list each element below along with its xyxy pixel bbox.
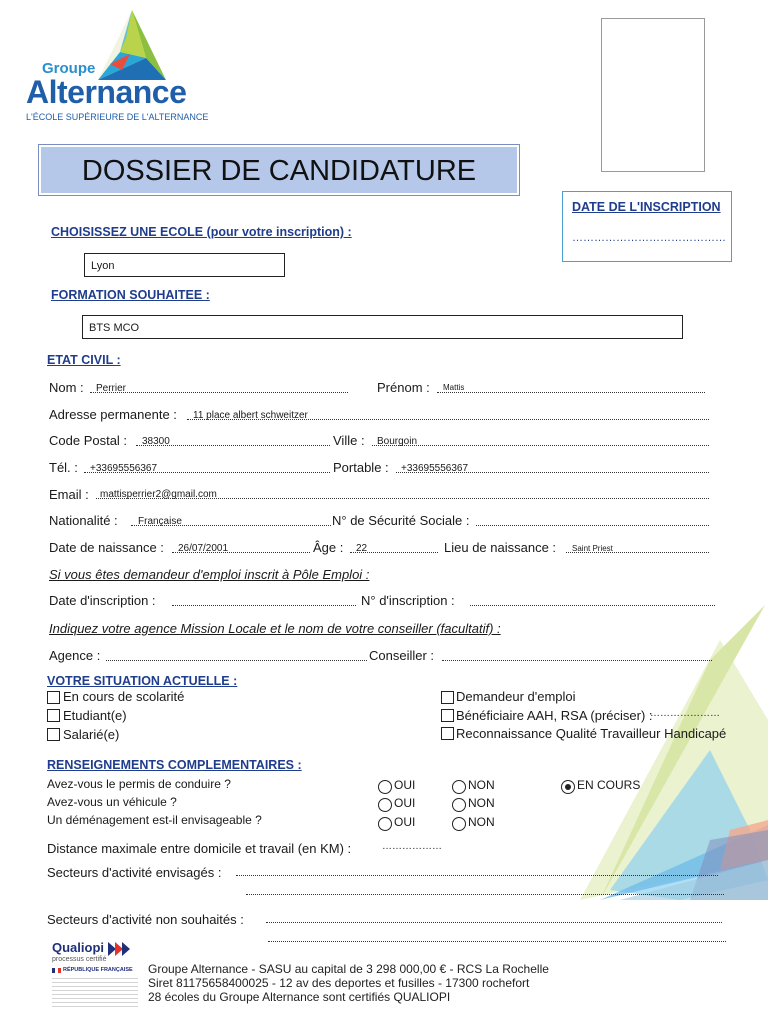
photo-box: [601, 18, 705, 172]
republique-flag-icon: [52, 968, 61, 973]
secteurs-non-field-2[interactable]: [268, 941, 726, 942]
logo-alternance: Alternance: [26, 74, 187, 110]
situation-label: VOTRE SITUATION ACTUELLE :: [47, 674, 238, 688]
etat-civil-label: ETAT CIVIL :: [47, 353, 121, 367]
age-value: 22: [356, 543, 368, 554]
checkbox-demandeur[interactable]: [441, 691, 454, 704]
qualiopi-title: Qualiopi: [52, 940, 104, 955]
footer-line-3: 28 écoles du Groupe Alternance sont certifiés QUALIOPI: [148, 990, 451, 1004]
decorative-triangles: [560, 600, 768, 1020]
num-inscription-field[interactable]: [470, 605, 715, 606]
footer-line-2: Siret 81175658400025 - 12 av des deportes et fusilles - 17300 rochefort: [148, 976, 530, 990]
adresse-value: 11 place albert schweitzer: [193, 410, 308, 421]
agence-label: Agence :: [49, 648, 101, 663]
demenagement-non-label: NON: [468, 815, 495, 829]
date-inscription-dots: ……………………………………: [572, 232, 726, 244]
nationalite-value: Française: [138, 516, 182, 527]
logo-groupe: Groupe: [42, 60, 96, 77]
naissance-value: 26/07/2001: [178, 543, 229, 554]
secteurs-label: Secteurs d'activité envisagés :: [47, 865, 222, 880]
permis-non-radio[interactable]: [452, 780, 466, 794]
distance-dots[interactable]: ………………: [382, 841, 442, 852]
permis-en-cours-radio[interactable]: [561, 780, 575, 794]
permis-en-cours-label: EN COURS: [577, 778, 641, 792]
date-inscription-box: [562, 191, 732, 262]
vehicule-label: Avez-vous un véhicule ?: [47, 795, 177, 809]
secu-label: N° de Sécurité Sociale :: [332, 513, 470, 528]
adresse-label: Adresse permanente :: [49, 407, 177, 422]
pole-emploi-label: Si vous êtes demandeur d'emploi inscrit à Pôle Emploi :: [49, 567, 370, 582]
demenagement-label: Un déménagement est-il envisageable ?: [47, 813, 262, 827]
num-inscription-label: N° d'inscription :: [361, 593, 455, 608]
nom-value: Perrier: [96, 383, 127, 394]
etudiant-label: Etudiant(e): [63, 708, 127, 723]
lieu-label: Lieu de naissance :: [444, 540, 557, 555]
secu-field[interactable]: [476, 525, 709, 526]
checkbox-rqth[interactable]: [441, 727, 454, 740]
email-label: Email :: [49, 487, 89, 502]
lieu-value: Saint Priest: [572, 544, 613, 553]
secteurs-non-field-1[interactable]: [266, 922, 722, 923]
rqth-label: Reconnaissance Qualité Travailleur Handicapé: [456, 726, 727, 741]
republique-label: RÉPUBLIQUE FRANÇAISE: [63, 967, 133, 973]
nationalite-label: Nationalité :: [49, 513, 118, 528]
age-label: Âge :: [313, 540, 344, 555]
demenagement-oui-radio[interactable]: [378, 817, 392, 831]
salarie-label: Salarié(e): [63, 727, 120, 742]
ecole-value: Lyon: [91, 260, 115, 272]
conseiller-label: Conseiller :: [369, 648, 435, 663]
permis-oui-radio[interactable]: [378, 780, 392, 794]
page-title: DOSSIER DE CANDIDATURE: [81, 155, 477, 187]
nom-label: Nom :: [49, 380, 84, 395]
vehicule-non-radio[interactable]: [452, 798, 466, 812]
secteurs-field-1[interactable]: [236, 875, 718, 876]
ville-label: Ville :: [333, 433, 365, 448]
permis-label: Avez-vous le permis de conduire ?: [47, 777, 231, 791]
permis-non-label: NON: [468, 778, 495, 792]
portable-label: Portable :: [333, 460, 389, 475]
prenom-field[interactable]: [437, 392, 705, 393]
ecole-field[interactable]: [84, 253, 285, 277]
demenagement-oui-label: OUI: [394, 815, 416, 829]
tel-label: Tél. :: [49, 460, 78, 475]
date-inscription-label: DATE DE L'INSCRIPTION: [572, 200, 721, 214]
renseignements-label: RENSEIGNEMENTS COMPLEMENTAIRES :: [47, 758, 302, 772]
portable-value: +33695556367: [401, 463, 469, 474]
ville-field[interactable]: [372, 445, 709, 446]
scolarite-label: En cours de scolarité: [63, 689, 185, 704]
checkbox-salarie[interactable]: [47, 728, 60, 741]
checkbox-aah[interactable]: [441, 709, 454, 722]
formation-value: BTS MCO: [89, 322, 140, 334]
formation-label: FORMATION SOUHAITEE :: [51, 288, 210, 302]
naissance-label: Date de naissance :: [49, 540, 164, 555]
cp-value: 38300: [142, 436, 170, 447]
tel-value: +33695556367: [90, 463, 158, 474]
vehicule-non-label: NON: [468, 796, 495, 810]
logo-tagline: L'ÉCOLE SUPÉRIEURE DE L'ALTERNANCE: [26, 112, 209, 122]
checkbox-etudiant[interactable]: [47, 709, 60, 722]
vehicule-oui-label: OUI: [394, 796, 416, 810]
qualiopi-logo: [52, 940, 144, 1018]
qualiopi-sub: processus certifié: [52, 956, 107, 963]
ecole-label: CHOISISSEZ UNE ECOLE (pour votre inscription) :: [51, 225, 352, 239]
email-value: mattisperrier2@gmail.com: [100, 489, 217, 500]
date-inscription-pe-field[interactable]: [172, 605, 356, 606]
cp-label: Code Postal :: [49, 433, 128, 448]
qualiopi-arrows-icon: [108, 942, 130, 956]
vehicule-oui-radio[interactable]: [378, 798, 392, 812]
formation-field[interactable]: [82, 315, 683, 339]
secteurs-field-2[interactable]: [246, 894, 724, 895]
nom-field[interactable]: [90, 392, 348, 393]
permis-oui-label: OUI: [394, 778, 416, 792]
aah-label: Bénéficiaire AAH, RSA (préciser) :: [456, 708, 653, 723]
secteurs-non-label: Secteurs d'activité non souhaités :: [47, 912, 244, 927]
title-banner: [38, 144, 520, 196]
checkbox-scolarite[interactable]: [47, 691, 60, 704]
logo-triangle-icon: [96, 8, 168, 82]
footer-line-1: Groupe Alternance - SASU au capital de 3 298 000,00 € - RCS La Rochelle: [148, 962, 549, 976]
demenagement-non-radio[interactable]: [452, 817, 466, 831]
aah-dots[interactable]: …………………: [650, 708, 720, 719]
prenom-label: Prénom :: [377, 380, 430, 395]
agence-field[interactable]: [106, 660, 367, 661]
conseiller-field[interactable]: [442, 660, 712, 661]
ville-value: Bourgoin: [377, 436, 418, 447]
demandeur-label: Demandeur d'emploi: [456, 689, 576, 704]
date-inscription-pe-label: Date d'inscription :: [49, 593, 156, 608]
qualiopi-fine-print: [52, 978, 138, 1010]
distance-label: Distance maximale entre domicile et travail (en KM) :: [47, 841, 352, 856]
mission-locale-label: Indiquez votre agence Mission Locale et le nom de votre conseiller (facultatif) :: [49, 621, 501, 636]
prenom-value: Mattis: [443, 383, 465, 392]
